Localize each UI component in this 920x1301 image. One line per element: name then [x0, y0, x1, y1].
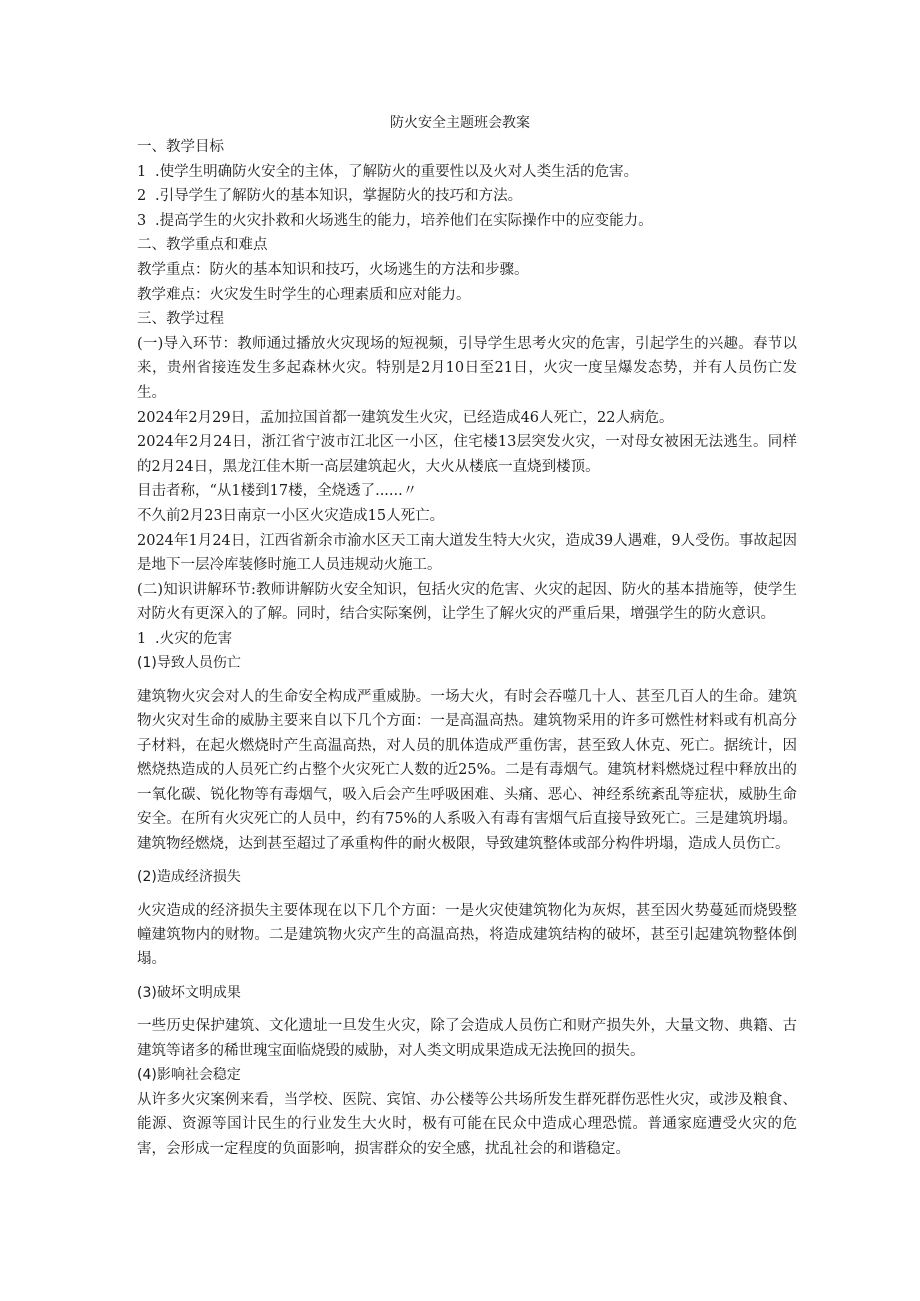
section-heading-process: 三、教学过程: [137, 311, 224, 328]
key-point-text: 教学重点：防火的基本知识和技巧，火场逃生的方法和步骤。: [137, 261, 529, 278]
objective-number: 3: [137, 212, 147, 229]
objective-item-3: [137, 209, 797, 234]
subheading-social-stability: (4)影响社会稳定: [137, 1067, 241, 1084]
knowledge-paragraph: (二)知识讲解环节:教师讲解防火安全知识，包括火灾的危害、火灾的起因、防火的基本措施等，使学生对防火有更深入的了解。同时，结合实际案例，让学生了解火灾的严重后果，增强学生的防火意识。: [137, 581, 797, 623]
hazard-heading-text: .火灾的危害: [155, 630, 233, 647]
objective-item-1: [137, 160, 797, 185]
hazard-number: 1: [137, 630, 147, 647]
social-stability-paragraph: 从许多火灾案例来看，当学校、医院、宾馆、办公楼等公共场所发生群死群伤恶性火灾，或涉及粮食、能源、资源等国计民生的行业发生大火时，极有可能在民众中造成心理恐慌。普通家庭遭受火灾的危害，会形成一定程度的负面影响，损害群众的安全感，扰乱社会的和谐稳定。: [137, 1091, 797, 1157]
subheading-civilization: (3)破坏文明成果: [137, 984, 241, 1001]
economic-loss-paragraph: 火灾造成的经济损失主要体现在以下几个方面：一是火灾使建筑物化为灰烬，甚至因火势蔓延而烧毁整幢建筑物内的财物。二是建筑物火灾产生的高温高热，将造成建筑结构的破坏，甚至引起建筑物整体倒塌。: [137, 902, 797, 968]
objective-text: .提高学生的火灾扑救和火场逃生的能力，培养他们在实际操作中的应变能力。: [155, 212, 653, 229]
subheading-casualties: (1)导致人员伤亡: [137, 655, 241, 672]
objective-number: 1: [137, 163, 147, 180]
document-title: 防火安全主题班会教案: [390, 115, 530, 131]
difficult-point-text: 教学难点：火灾发生时学生的心理素质和应对能力。: [137, 286, 471, 303]
objective-text: .使学生明确防火安全的主体，了解防火的重要性以及火对人类生活的危害。: [155, 163, 639, 180]
document-body: [137, 135, 797, 1161]
case-paragraph: 2024年2月24日，浙江省宁波市江北区一小区，住宅楼13层突发火灾，一对母女被困无法逃生。同样的2月24日，黑龙江佳木斯一高层建筑起火，大火从楼底一直烧到楼顶。: [137, 434, 797, 475]
objective-item-2: [137, 184, 797, 209]
case-paragraph: 不久前2月23日南京一小区火灾造成15人死亡。: [137, 507, 445, 524]
hazard-heading: [137, 627, 797, 652]
casualties-paragraph: 建筑物火灾会对人的生命安全构成严重威胁。一场大火，有时会吞噬几十人、甚至几百人的生命。建筑物火灾对生命的威胁主要来自以下几个方面：一是高温高热。建筑物采用的许多可燃性材料或有机高分子材料，在起火燃烧时产生高温高热，对人员的肌体造成严重伤害，甚至致人休克、死亡。据统计，因燃烧热造成的人员死亡约占整个火灾死亡人数的近25%。二是有毒烟气。建筑材料燃烧过程中释放出的一氧化碳、锐化物等有毒烟气，吸入后会产生呼吸困难、头痛、恶心、神经系统紊乱等症状，威胁生命安全。在所有火灾死亡的人员中，约有75%的人系吸入有毒有害烟气后直接导致死亡。三是建筑坍塌。建筑物经燃烧，达到甚至超过了承重构件的耐火极限，导致建筑整体或部分构件坍塌，造成人员伤亡。: [137, 689, 797, 852]
subheading-economic-loss: (2)造成经济损失: [137, 868, 241, 885]
case-paragraph: 2024年1月24日，江西省新余市渝水区天工南大道发生特大火灾，造成39人遇难，9人受伤。事故起因是地下一层冷库装修时施工人员违规动火施工。: [137, 532, 797, 574]
section-heading-objectives: 一、教学目标: [137, 139, 224, 155]
section-heading-key-points: 二、教学重点和难点: [137, 237, 268, 254]
intro-paragraph: (一)导入环节：教师通过播放火灾现场的短视频，引导学生思考火灾的危害，引起学生的兴趣。春节以来，贵州省接连发生多起森林火灾。特别是2月10日至21日，火灾一度呈爆发态势，并有人员伤亡发生。: [137, 335, 797, 401]
case-quote: 目击者称，“从1楼到17楼，全烧透了......〃: [137, 483, 418, 500]
case-paragraph: 2024年2月29日，孟加拉国首都一建筑发生火灾，已经造成46人死亡，22人病危。: [137, 409, 674, 426]
objective-text: .引导学生了解防火的基本知识，掌握防火的技巧和方法。: [155, 188, 523, 205]
objective-number: 2: [137, 188, 147, 205]
civilization-paragraph: 一些历史保护建筑、文化遗址一旦发生火灾，除了会造成人员伤亡和财产损失外，大量文物、典籍、古建筑等诸多的稀世瑰宝面临烧毁的威胁，对人类文明成果造成无法挽回的损失。: [137, 1018, 797, 1059]
